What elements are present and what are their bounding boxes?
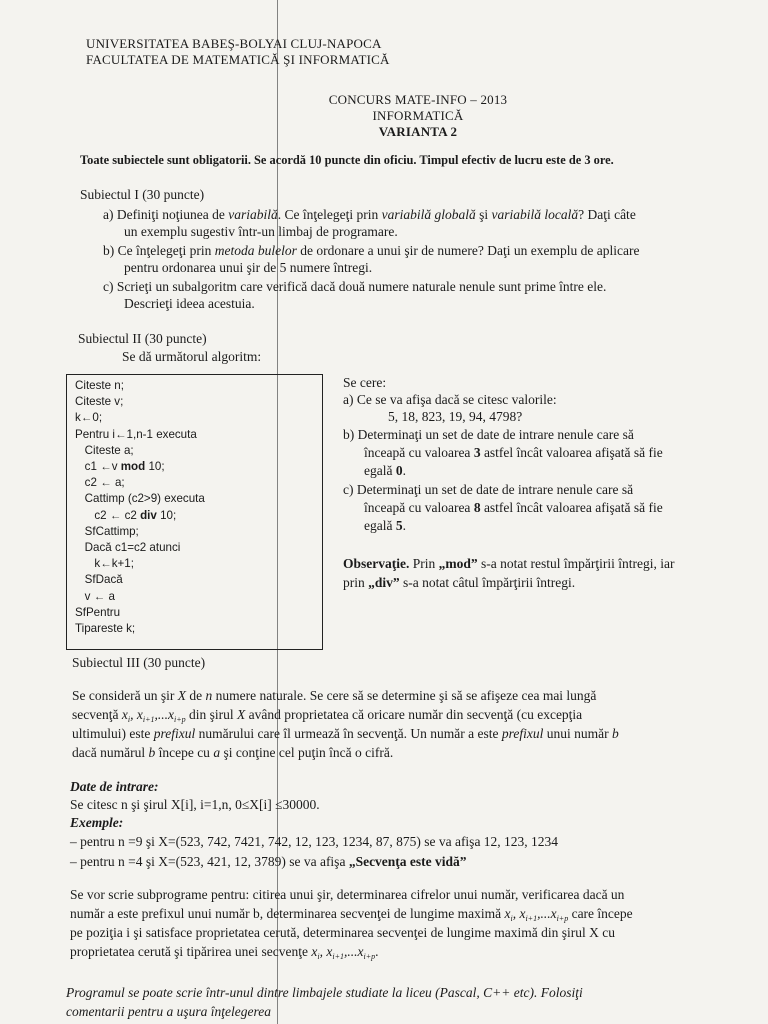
question-b-line2: înceapă cu valoarea 3 astfel încât valoarea afişată să fie xyxy=(364,445,663,460)
subject2-intro: Se dă următorul algoritm: xyxy=(122,349,262,364)
subject1-title: Subiectul I (30 puncte) xyxy=(80,187,205,202)
subject1-a-line1: a) Definiţi noţiunea de variabilă. Ce înţelegeţi prin variabilă globală şi variabilă locală? Daţi câte xyxy=(103,207,636,222)
subject3-p1-line4: dacă numărul b începe cu a şi conţine cel puţin încă o cifră. xyxy=(72,745,394,760)
subject3-p1-line2: secvenţă $x_i$, $x_{i+1},...x_{i+p}$ din şirul X având proprietatea că oricare număr din secvenţă (cu excepţia xyxy=(72,707,583,724)
code-line: c2 ← a; xyxy=(75,476,125,490)
code-line: Dacă c1=c2 atunci xyxy=(75,541,181,555)
code-line: Citeste a; xyxy=(75,443,134,457)
code-line: SfCattimp; xyxy=(75,524,139,538)
example-2: – pentru n =4 şi X=(523, 421, 12, 3789) se va afişa „Secvenţa este vidă” xyxy=(70,854,467,869)
university-name: UNIVERSITATEA BABEŞ-BOLYAI CLUJ-NAPOCA xyxy=(86,36,382,51)
code-line: Pentru i←1,n-1 executa xyxy=(75,427,197,441)
subject3-p2-line2: număr a este prefixul unui număr b, determinarea secvenţei de lungime maximă $x_i$, $x_{i+1},...x_{i+p}$ care începe xyxy=(70,906,633,923)
contest-title: CONCURS MATE-INFO – 2013 xyxy=(328,92,508,107)
code-line: k←k+1; xyxy=(75,557,134,571)
subject3-p3-line1: Programul se poate scrie într-unul dintre limbajele studiate la liceu (Pascal, C++ etc). Folosiţi xyxy=(66,985,583,1000)
subject3-p2-line1: Se vor scrie subprograme pentru: citirea unui şir, determinarea cifrelor unui număr, verificarea dacă un xyxy=(70,887,625,902)
question-b-line3: egală 0. xyxy=(364,463,406,478)
subject2-title: Subiectul II (30 puncte) xyxy=(78,331,207,346)
observation-line1: Observaţie. Prin „mod” s-a notat restul împărţirii întregi, iar xyxy=(343,556,675,571)
question-b-line1: b) Determinaţi un set de date de intrare nenule care să xyxy=(343,427,634,442)
question-a-line1: a) Ce se va afişa dacă se citesc valorile: xyxy=(343,392,557,407)
subject-title: INFORMATICĂ xyxy=(372,108,464,123)
code-line: Citeste v; xyxy=(75,395,124,409)
input-data-title: Date de intrare: xyxy=(70,779,159,794)
question-a-values: 5, 18, 823, 19, 94, 4798? xyxy=(388,409,523,424)
instructions: Toate subiectele sunt obligatorii. Se acordă 10 puncte din oficiu. Timpul efectiv de lucru este de 3 ore. xyxy=(80,153,614,167)
subject1-b-line1: b) Ce înţelegeţi prin metoda bulelor de ordonare a unui şir de numere? Daţi un exemplu de aplicare xyxy=(103,243,640,258)
faculty-name: FACULTATEA DE MATEMATICĂ ŞI INFORMATICĂ xyxy=(86,52,390,67)
question-c-line2: înceapă cu valoarea 8 astfel încât valoarea afişată să fie xyxy=(364,500,663,515)
subject1-c-line1: c) Scrieţi un subalgoritm care verifică dacă două numere naturale nenule sunt prime între ele. xyxy=(103,279,607,294)
code-line: Cattimp (c2>9) executa xyxy=(75,492,205,506)
code-line: v ← a xyxy=(75,589,115,603)
question-c-line1: c) Determinaţi un set de date de intrare nenule care să xyxy=(343,482,634,497)
subject1-b-line2: pentru ordonarea unui şir de 5 numere întregi. xyxy=(124,260,373,275)
code-line: k←0; xyxy=(75,411,103,425)
algorithm-code-box xyxy=(66,374,323,650)
input-data-text: Se citesc n şi şirul X[i], i=1,n, 0≤X[i] ≤30000. xyxy=(70,797,320,812)
code-line: c1 ←v mod 10; xyxy=(75,460,165,474)
code-line: Citeste n; xyxy=(75,379,124,392)
subject3-p1-line1: Se consideră un şir X de n numere naturale. Se cere să se determine şi să se afişeze cea mai lungă xyxy=(72,688,597,703)
code-line: c2 ← c2 div 10; xyxy=(75,508,177,522)
variant-title: VARIANTA 2 xyxy=(378,124,458,139)
subject3-p2-line3: pe poziţia i şi satisface proprietatea cerută, determinarea secvenţei de lungime maximă din şirul X cu xyxy=(70,925,616,940)
subject3-title: Subiectul III (30 puncte) xyxy=(72,655,206,670)
subject1-c-line2: Descrieţi ideea acestuia. xyxy=(124,296,255,311)
subject3-p1-line3: ultimului) este prefixul numărului care îl urmează în secvenţă. Un număr a este prefixul unui număr b xyxy=(72,726,619,741)
code-line: Tipareste k; xyxy=(75,622,136,636)
example-1: – pentru n =9 şi X=(523, 742, 7421, 742, 12, 123, 1234, 87, 875) se va afişa 12, 123, 1234 xyxy=(70,834,559,849)
subject3-p2-line4: proprietatea cerută şi tipărirea unei secvenţe $x_i$, $x_{i+1},...x_{i+p}$. xyxy=(70,944,379,961)
code-line: SfDacă xyxy=(75,573,123,587)
question-c-line3: egală 5. xyxy=(364,518,406,533)
examples-title: Exemple: xyxy=(70,815,124,830)
observation-line2: prin „div” s-a notat câtul împărţirii întregi. xyxy=(343,575,576,590)
subject3-p3-line2: comentarii pentru a uşura înţelegerea xyxy=(66,1004,271,1019)
subject2-cere: Se cere: xyxy=(343,375,387,390)
subject1-a-line2: un exemplu sugestiv într-un limbaj de programare. xyxy=(124,224,398,239)
code-line: SfPentru xyxy=(75,605,121,619)
